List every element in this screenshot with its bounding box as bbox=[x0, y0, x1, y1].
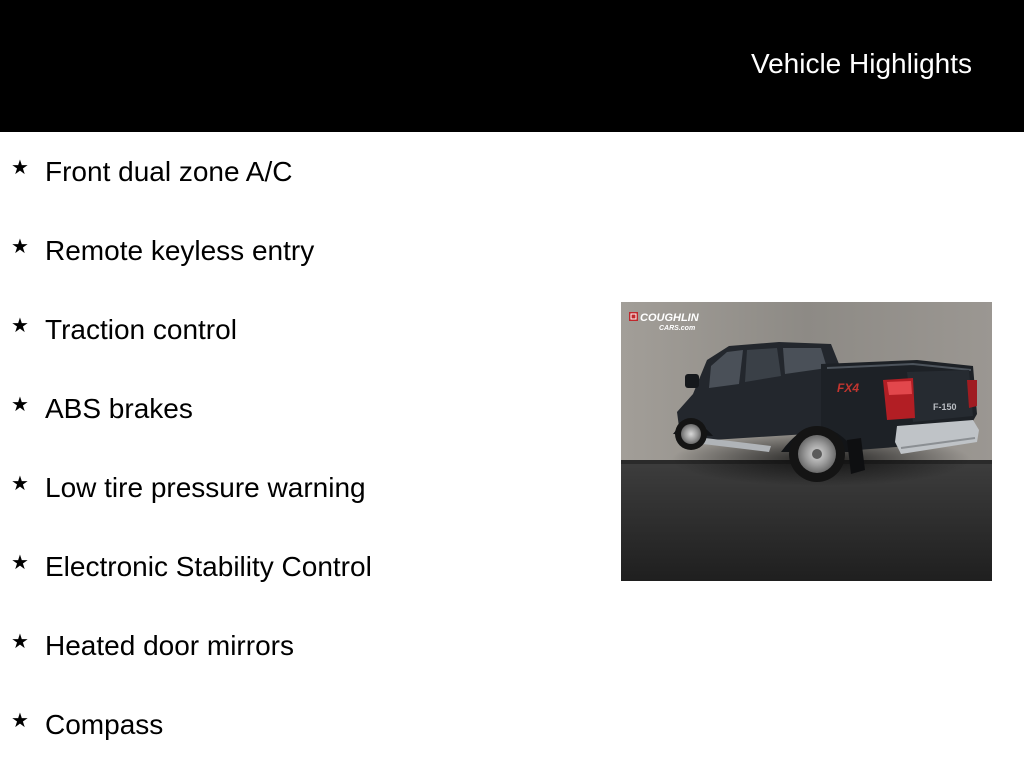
vehicle-photo bbox=[621, 302, 992, 581]
star-icon: ★ bbox=[11, 313, 29, 337]
feature-label: Low tire pressure warning bbox=[45, 472, 366, 503]
feature-label: Remote keyless entry bbox=[45, 235, 315, 266]
feature-item bbox=[0, 290, 600, 369]
feature-item bbox=[0, 606, 600, 685]
star-icon: ★ bbox=[11, 392, 29, 416]
feature-item bbox=[0, 527, 600, 606]
feature-item bbox=[0, 369, 600, 448]
star-icon: ★ bbox=[11, 155, 29, 179]
feature-item bbox=[0, 448, 600, 527]
feature-label: ABS brakes bbox=[45, 393, 193, 424]
bed-badge: FX4 bbox=[837, 381, 860, 395]
star-icon: ★ bbox=[11, 629, 29, 653]
star-icon: ★ bbox=[11, 234, 29, 258]
feature-label: Traction control bbox=[45, 314, 237, 345]
dealer-logo-line2: CARS.com bbox=[659, 325, 696, 332]
feature-list bbox=[0, 132, 600, 764]
feature-label: Compass bbox=[45, 709, 164, 740]
dealer-logo-line1: COUGHLIN bbox=[640, 312, 699, 324]
feature-item bbox=[0, 685, 600, 764]
feature-item bbox=[0, 211, 600, 290]
star-icon: ★ bbox=[11, 471, 29, 495]
feature-label: Front dual zone A/C bbox=[45, 156, 293, 187]
star-icon: ★ bbox=[11, 550, 29, 574]
page-title: Vehicle Highlights bbox=[750, 48, 972, 79]
star-icon: ★ bbox=[11, 708, 29, 732]
feature-label: Electronic Stability Control bbox=[45, 551, 372, 582]
feature-label: Heated door mirrors bbox=[45, 630, 294, 661]
tailgate-badge: F-150 bbox=[933, 402, 957, 412]
header-bar bbox=[0, 0, 1024, 132]
feature-item bbox=[0, 132, 600, 211]
